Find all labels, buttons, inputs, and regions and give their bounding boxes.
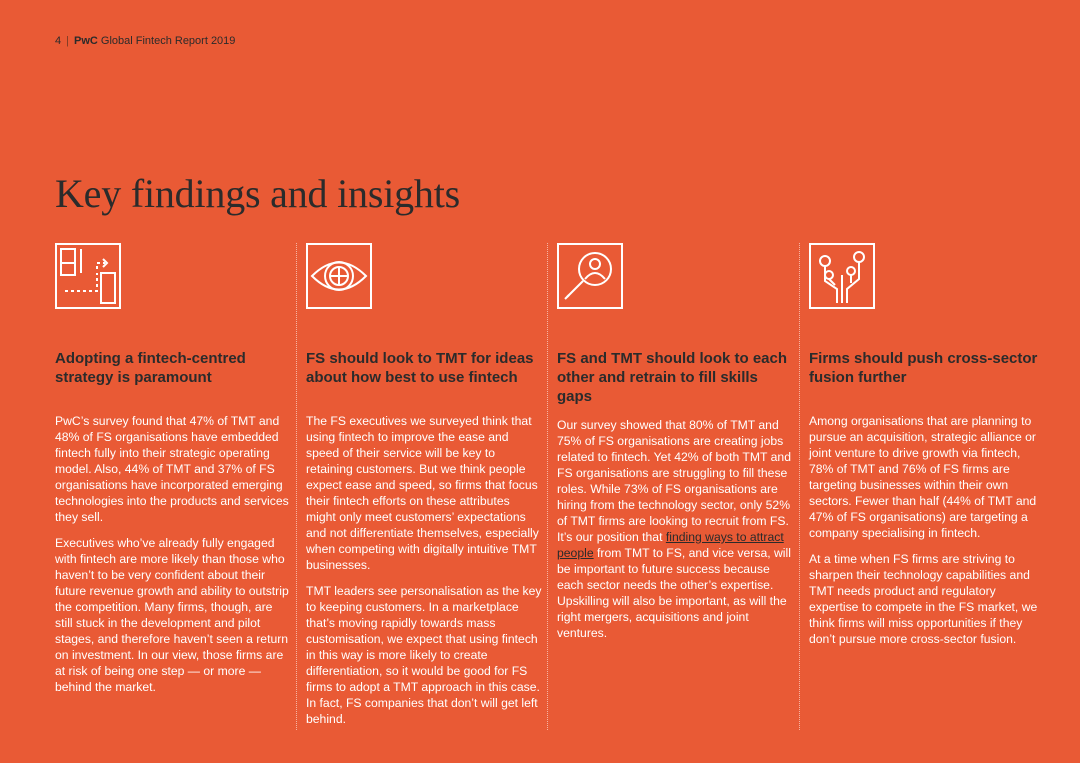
finding-heading: Firms should push cross-sector fusion further [809, 350, 1038, 386]
page-header [55, 35, 235, 47]
paragraph-text: from TMT to FS, and vice versa, will be important to future success because each sector needs the other’s expertise. Upskilling will also be important, as will the right mergers, acquisitions and joint ventures. [557, 546, 791, 640]
finding-paragraph: Among organisations that are planning to pursue an acquisition, strategic alliance or joint venture to drive growth via fintech, 78% of TMT and 76% of FS firms are targeting businesses within their own sectors. Fewer than half (44% of TMT and 47% of FS organisations) are targeting a company specialising in fintech. [809, 414, 1037, 540]
finding-heading: FS and TMT should look to each other and retrain to fill skills gaps [557, 350, 788, 405]
finding-column-skills-gaps [557, 243, 793, 640]
finding-body [557, 417, 793, 651]
finding-heading: FS should look to TMT for ideas about how best to use fintech [306, 350, 534, 386]
finding-paragraph [557, 417, 793, 641]
strategy-path-icon [55, 243, 121, 309]
finding-column-strategy [55, 243, 291, 694]
finding-body [809, 413, 1045, 657]
finding-paragraph: Executives who’ve already fully engaged with fintech are more likely than those who haven’t to be very confident about their future revenue growth and ability to outstrip the competition. Many firms, though, are still stuck in the development and pilot stages, and therefore haven’t seen a return on investment. In our view, those firms are at risk of being one step — or more — behind the market. [55, 536, 289, 694]
finding-heading: Adopting a fintech-centred strategy is paramount [55, 350, 246, 386]
page-number: 4 [55, 35, 62, 47]
page-title: Key findings and insights [55, 171, 460, 216]
column-divider [547, 243, 548, 730]
finding-paragraph: The FS executives we surveyed think that using fintech to improve the ease and speed of their service will be key to retaining customers. But we think people expect ease and speed, so firms that focus their fintech efforts on these attributes might only meet customers’ expectations and not differentiate themselves, especially when competing with digitally intuitive TMT businesses. [306, 414, 539, 572]
circuit-nodes-icon [809, 243, 875, 309]
column-divider [296, 243, 297, 730]
header-separator: | [66, 35, 69, 47]
brand-name: PwC [73, 35, 98, 47]
report-title: Global Fintech Report 2019 [100, 35, 236, 47]
finding-column-fs-look-to-tmt [306, 243, 542, 726]
finding-body [55, 413, 291, 705]
finding-paragraph: At a time when FS firms are striving to sharpen their technology capabilities and TMT needs product and regulatory expertise to compete in the FS market, we think firms will miss opportunities if they don’t pursue more cross-sector fusion. [809, 552, 1038, 646]
eye-target-icon [306, 243, 372, 309]
column-divider [799, 243, 800, 730]
finding-ways-link[interactable]: finding ways to attract people [557, 530, 784, 560]
paragraph-text: Our survey showed that 80% of TMT and 75% of FS organisations are creating jobs related to fintech. Yet 42% of both TMT and FS organisations are struggling to fill these roles. While 73% of FS organisations are hiring from the technology sector, only 52% of TMT firms are looking to recruit from FS. It’s our position that [557, 418, 791, 544]
finding-body [306, 413, 542, 737]
person-search-icon [557, 243, 623, 309]
finding-column-cross-sector [809, 243, 1045, 646]
finding-paragraph: TMT leaders see personalisation as the key to keeping customers. In a marketplace that’s moving rapidly towards mass customisation, we expect that using fintech in this way is more likely to create differentiation, so it would be good for FS firms to adopt a TMT approach in this case. In fact, FS companies that don’t will get left behind. [306, 584, 542, 726]
finding-paragraph: PwC’s survey found that 47% of TMT and 48% of FS organisations have embedded fintech fully into their strategic operating model. Also, 44% of TMT and 37% of FS organisations have incorporated emerging technologies into the products and services they sell. [55, 414, 289, 524]
